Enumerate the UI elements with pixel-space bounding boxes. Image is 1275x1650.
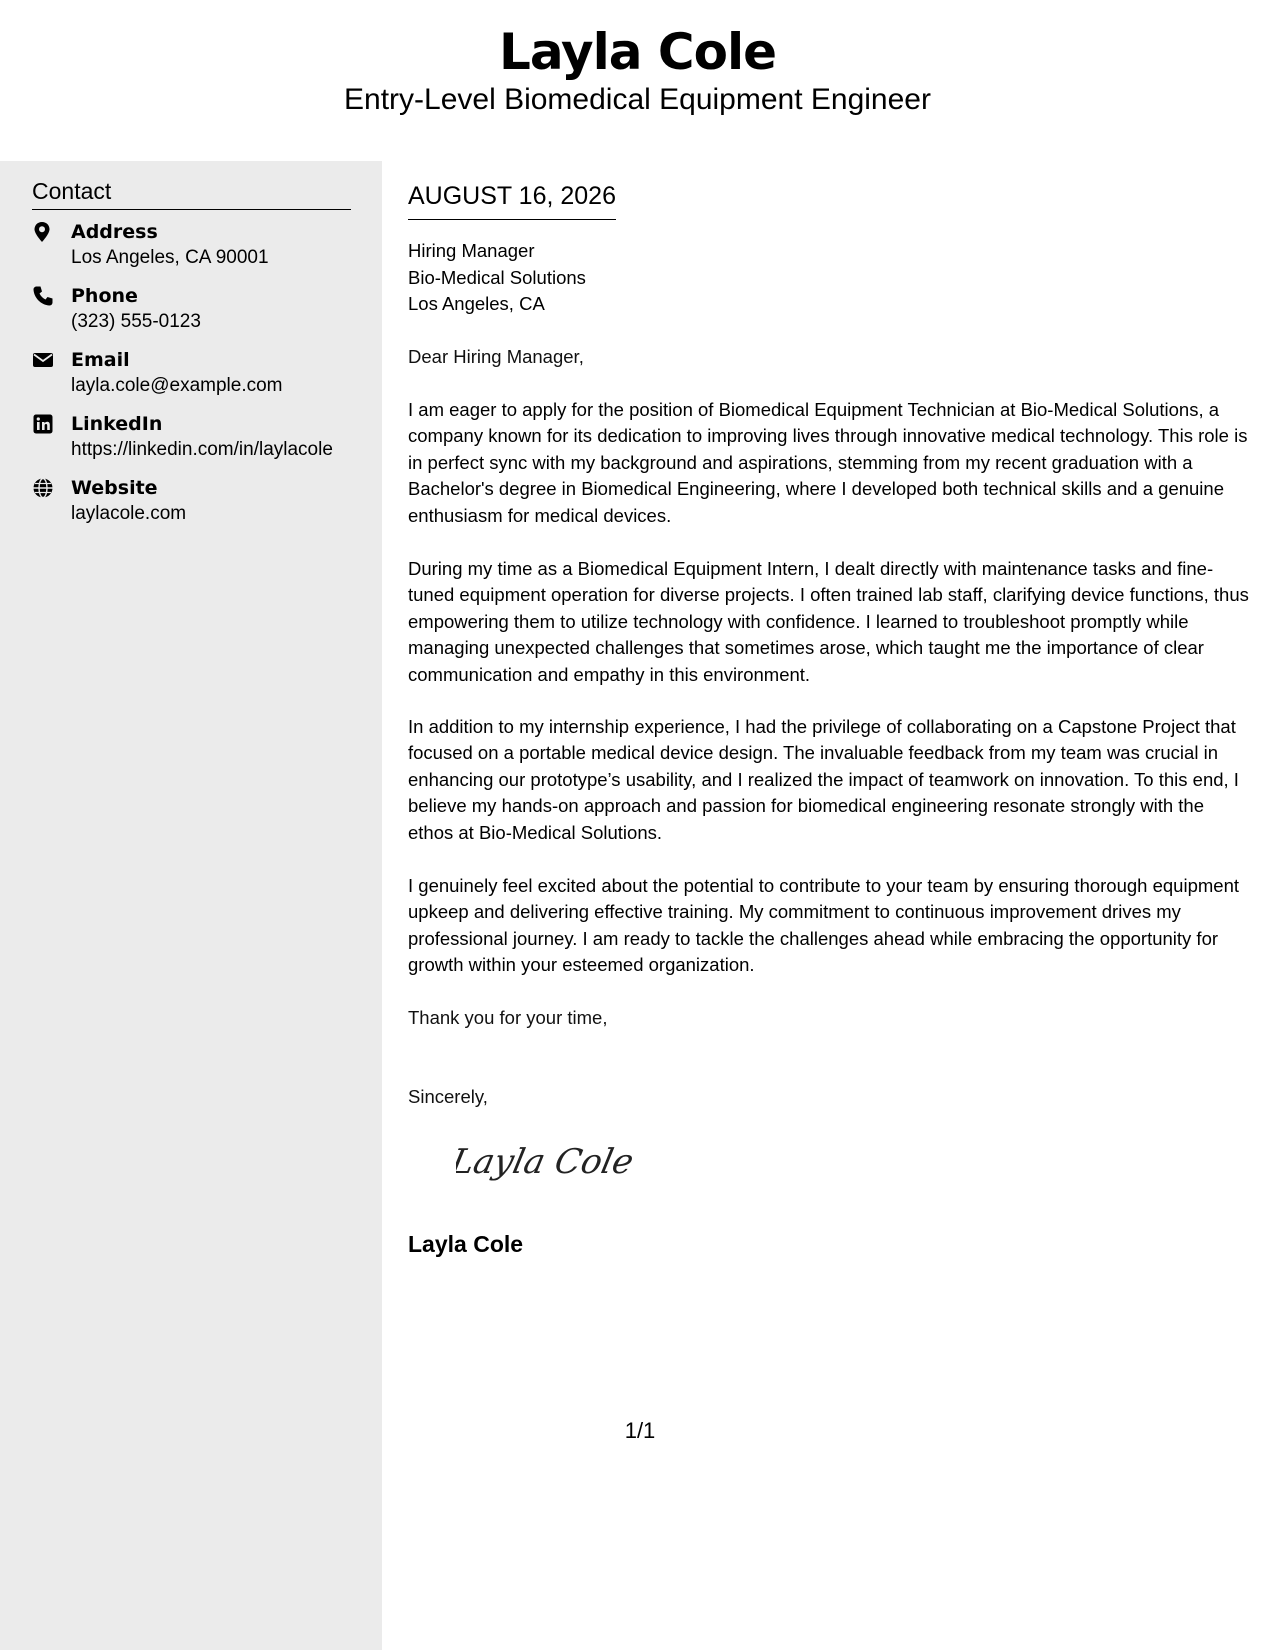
contact-item-linkedin [32, 411, 362, 467]
contact-label: LinkedIn [71, 413, 163, 435]
sidebar [0, 161, 382, 1650]
letter-date: AUGUST 16, 2026 [408, 179, 616, 220]
signature-text: Layla Cole [456, 1142, 636, 1182]
paragraph-4: I genuinely feel excited about the potential to contribute to your team by ensuring thorough equipment upkeep and delivering effective training. My commitment to continuous improvement drives my professional journey. I am ready to tackle the challenges ahead while embracing the opportunity for growth within your esteemed organization. [408, 875, 1239, 976]
recipient-line: Hiring Manager [408, 240, 535, 261]
contact-label: Phone [71, 285, 138, 307]
map-pin-icon [32, 221, 56, 245]
signature-image [456, 1131, 636, 1191]
job-title: Entry-Level Biomedical Equipment Engineer [344, 83, 931, 116]
applicant-name: Layla Cole [498, 23, 777, 81]
globe-icon [32, 477, 56, 501]
page-number: 1/1 [624, 1418, 656, 1443]
contact-item-website [32, 475, 362, 531]
contact-heading: Contact [32, 175, 351, 210]
contact-value: (323) 555-0123 [71, 311, 201, 332]
contact-item-phone [32, 283, 362, 339]
signer-name: Layla Cole [408, 1231, 524, 1257]
paragraph-1: I am eager to apply for the position of Biomedical Equipment Technician at Bio-Medical Solutions, a company known for its dedication to improving lives through innovative medical technology. This role is in perfect sync with my background and aspirations, stemming from my recent graduation with a Bachelor's degree in Biomedical Engineering, where I developed both technical skills and a genuine enthusiasm for medical devices. [408, 399, 1248, 526]
contact-value: layla.cole@example.com [71, 375, 283, 396]
recipient-line: Bio-Medical Solutions [408, 266, 586, 288]
salutation: Dear Hiring Manager, [408, 346, 584, 367]
contact-label: Website [71, 477, 158, 499]
contact-label: Email [71, 349, 130, 371]
header [0, 0, 1275, 160]
contact-value: laylacole.com [71, 503, 187, 524]
linkedin-icon [32, 413, 56, 437]
phone-icon [32, 285, 56, 309]
paragraph-2: During my time as a Biomedical Equipment Intern, I dealt directly with maintenance tasks and fine-tuned equipment operation for diverse projects. I often trained lab staff, clarifying device functions, thus empowering them to utilize technology with confidence. I learned to troubleshoot promptly while managing unexpected challenges that sometimes arose, which taught me the importance of clear communication and empathy in this environment. [408, 558, 1249, 685]
sign-off: Sincerely, [408, 1086, 488, 1107]
thanks-line: Thank you for your time, [408, 1007, 608, 1028]
contact-label: Address [71, 221, 158, 243]
recipient-block [408, 238, 586, 318]
contact-value: https://linkedin.com/in/laylacole [71, 439, 333, 460]
contact-item-address [32, 219, 362, 275]
envelope-icon [32, 349, 56, 373]
recipient-line: Los Angeles, CA [408, 293, 545, 314]
paragraph-3: In addition to my internship experience, I had the privilege of collaborating on a Capstone Project that focused on a portable medical device design. The invaluable feedback from my team was crucial in enhancing our prototype’s usability, and I realized the impact of teamwork on innovation. To this end, I believe my hands-on approach and passion for biomedical engineering resonate strongly with the ethos at Bio-Medical Solutions. [408, 716, 1239, 843]
contact-item-email [32, 347, 362, 403]
contact-value: Los Angeles, CA 90001 [71, 247, 269, 268]
